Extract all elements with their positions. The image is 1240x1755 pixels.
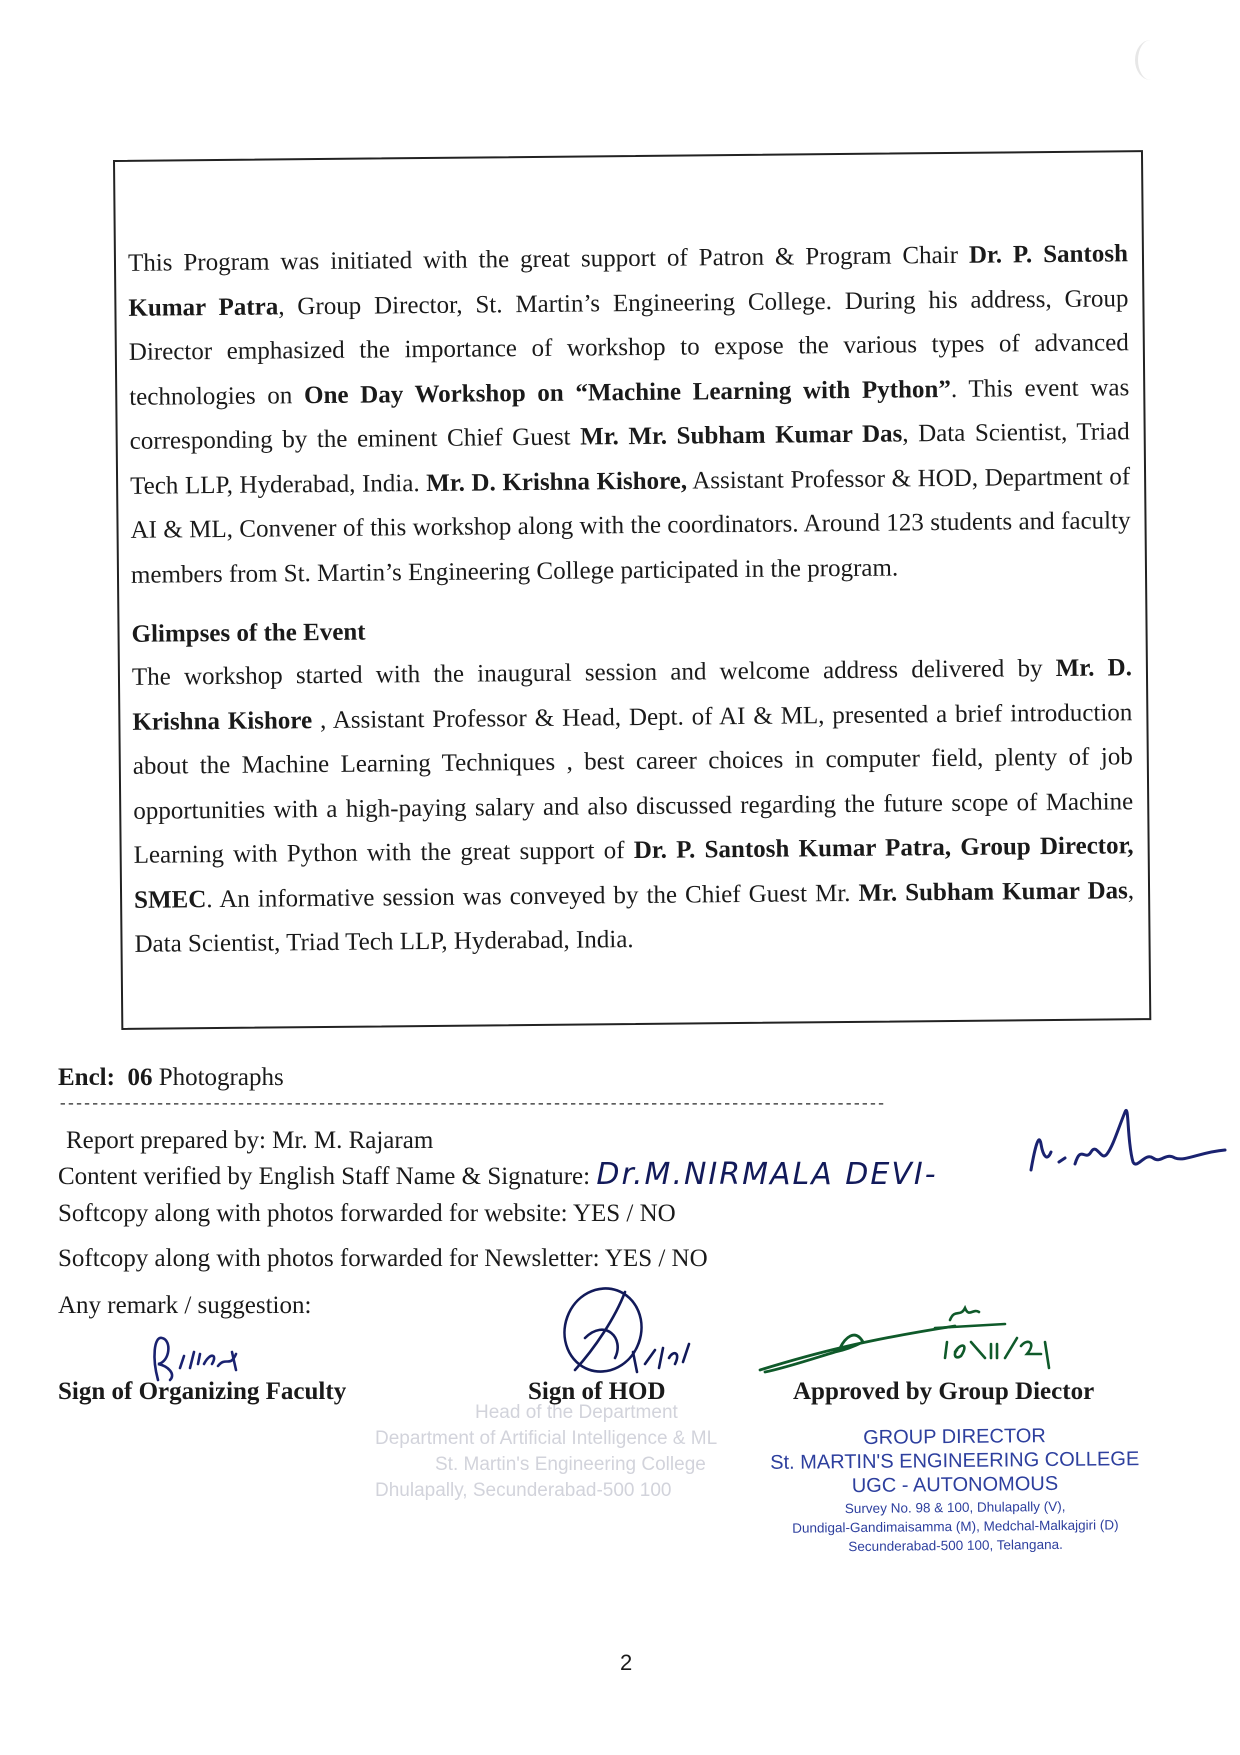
verifier-handwritten-name: Dr.M.NIRMALA DEVI- <box>596 1157 938 1192</box>
workshop-title: One Day Workshop on “Machine Learning with Python” <box>303 375 952 409</box>
stamp-autonomous: UGC - AUTONOMOUS <box>851 1472 1059 1498</box>
patron-name: Dr. P. Santosh Kumar Patra <box>128 240 1129 322</box>
glimpses-heading: Glimpses of the Event <box>131 618 366 648</box>
director-sign-label: Approved by Group Diector <box>793 1378 1095 1405</box>
stamp-address-line: Survey No. 98 & 100, Dhulapally (V), <box>844 1498 1066 1517</box>
faint-stamp-line: St. Martin's Engineering College <box>435 1454 706 1475</box>
hod-faint-stamp <box>375 1400 755 1504</box>
text-run: The workshop started with the inaugural session and welcome address delivered by <box>131 654 1056 691</box>
chief-guest-name: Mr. Mr. Subham Kumar Das <box>580 420 903 451</box>
group-director-stamp <box>764 1423 1145 1556</box>
stamp-title: GROUP DIRECTOR <box>863 1425 1046 1449</box>
glimpses-paragraph <box>132 646 1135 967</box>
stamp-college: St. MARTIN'S ENGINEERING COLLEGE <box>770 1448 1140 1474</box>
convener-name: Mr. D. Krishna Kishore, <box>426 467 688 497</box>
text-run: , Data Scientist, Triad Tech LLP, Hyderabad, India. <box>134 876 1135 958</box>
text-run: . This event was corresponding by the eminent Chief Guest <box>129 373 1130 455</box>
encl-count: 06 <box>127 1064 153 1091</box>
enclosure-line <box>58 1064 284 1092</box>
hod-sign-label: Sign of HOD <box>528 1378 666 1405</box>
text-run: Assistant Professor & HOD, Department of AI & ML, Convener of this workshop along with the coordinators. Around 123 students and faculty members from St. Martin’s Engineering College participated in the program. <box>130 462 1131 589</box>
faint-stamp-line: Department of Artificial Intelligence & ML <box>375 1428 718 1449</box>
text-run: , Assistant Professor & Head, Dept. of AI & ML, presented a brief introduction about the Machine Learning Techniques , best career choices in computer field, plenty of job opportunities with a high-paying salary and also discussed regarding the future scope of Machine Learning with Python with the great support of <box>132 698 1134 869</box>
program-paragraph <box>128 232 1131 598</box>
text-run: This Program was initiated with the great support of Patron & Program Chair <box>127 241 970 277</box>
text-run: , Group Director, St. Martin’s Engineering College. During his address, Group Director emphasized the importance of workshop to expose the various types of advanced technologies on <box>128 284 1129 411</box>
verified-line <box>58 1157 938 1192</box>
verified-label: Content verified by English Staff Name & Signature: <box>58 1163 591 1190</box>
faculty-sign-label: Sign of Organizing Faculty <box>58 1378 347 1405</box>
verifier-signature <box>1025 1092 1240 1182</box>
faint-stamp-line: Head of the Department <box>475 1402 678 1423</box>
encl-label: Encl: <box>58 1064 115 1091</box>
remark-line: Any remark / suggestion: <box>58 1292 312 1319</box>
divider-dashes: ------------------------------------------------------------------------------------------------------ <box>58 1095 885 1113</box>
faint-stamp-line: Dhulapally, Secunderabad-500 100 <box>375 1480 672 1501</box>
page-number: 2 <box>620 1650 633 1675</box>
website-line: Softcopy along with photos forwarded for website: YES / NO <box>58 1200 676 1227</box>
chief-guest-name: Mr. Subham Kumar Das <box>858 876 1128 907</box>
stamp-address-line: Dundigal-Gandimaisamma (M), Medchal-Malkajgiri (D) <box>792 1517 1119 1536</box>
report-content-box <box>113 150 1151 1030</box>
hod-signature <box>555 1278 715 1388</box>
newsletter-line: Softcopy along with photos forwarded for Newsletter: YES / NO <box>58 1245 708 1272</box>
speaker-name: Mr. D. Krishna Kishore <box>132 654 1133 736</box>
text-run: , Data Scientist, Triad Tech LLP, Hyderabad, India. <box>129 418 1130 500</box>
director-signature <box>755 1298 1075 1388</box>
prepared-by: Report prepared by: Mr. M. Rajaram <box>66 1127 434 1154</box>
scan-artifact <box>1135 40 1166 80</box>
encl-text: Photographs <box>158 1064 284 1091</box>
text-run: . An informative session was conveyed by the Chief Guest Mr. <box>206 879 859 913</box>
director-name: Dr. P. Santosh Kumar Patra, Group Director, SMEC <box>133 832 1134 914</box>
stamp-address-line: Secunderabad-500 100, Telangana. <box>848 1536 1063 1555</box>
